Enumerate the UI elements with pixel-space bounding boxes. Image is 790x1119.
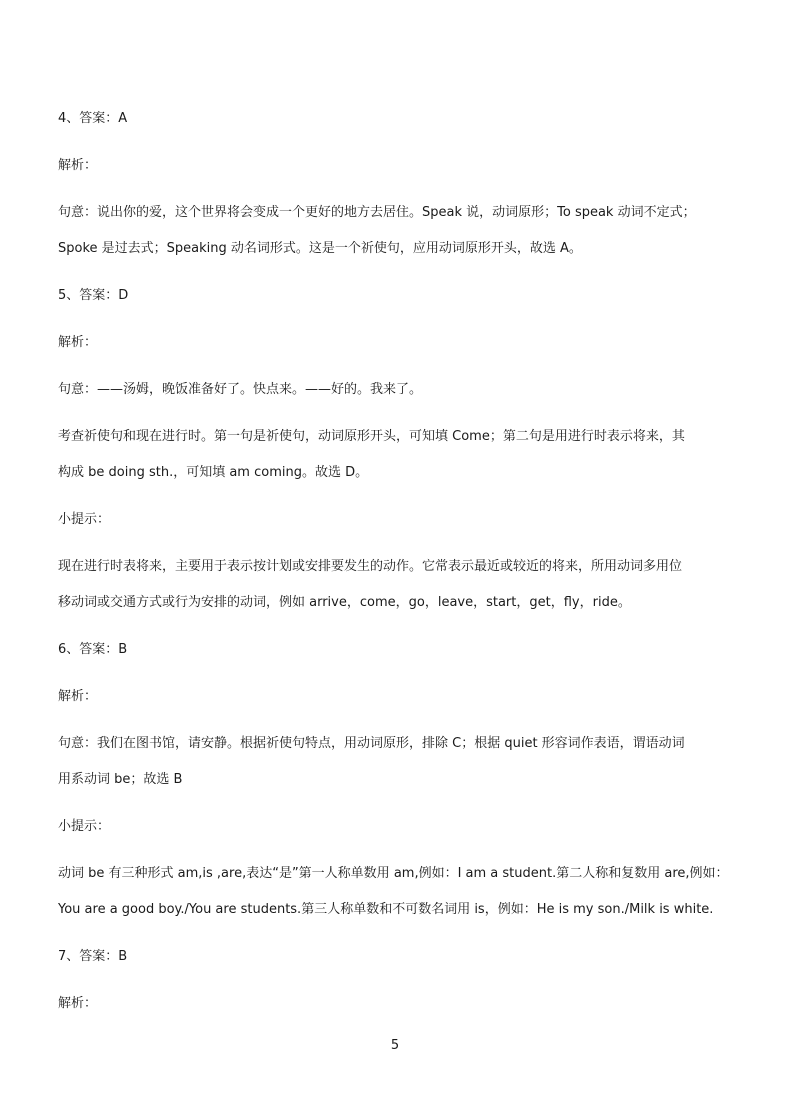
answer-7-heading: 7、答案：B [58, 949, 128, 964]
paragraph-line: 句意：说出你的爱，这个世界将会变成一个更好的地方去居住。Speak 说，动词原形；To speak 动词不定式； [58, 205, 696, 220]
paragraph-line: 现在进行时表将来，主要用于表示按计划或安排要发生的动作。它常表示最近或较近的将来，所用动词多用位 [58, 559, 683, 574]
paragraph-line: You are a good boy./You are students.第三人称单数和不可数名词用 is，例如：He is my son./Milk is white. [58, 902, 714, 917]
analysis-label: 解析： [58, 335, 98, 350]
paragraph-line: 动词 be 有三种形式 am,is ,are,表达“是”第一人称单数用 am,例如：I am a student.第二人称和复数用 are,例如： [58, 866, 729, 881]
paragraph-line: Spoke 是过去式；Speaking 动名词形式。这是一个祈使句，应用动词原形开头，故选 A。 [58, 241, 582, 256]
paragraph-line: 考查祈使句和现在进行时。第一句是祈使句，动词原形开头，可知填 Come；第二句是用进行时表示将来，其 [58, 429, 685, 444]
answer-4-heading: 4、答案：A [58, 111, 128, 126]
paragraph-line: 句意：——汤姆，晚饭准备好了。快点来。——好的。我来了。 [58, 382, 423, 397]
tip-label: 小提示： [58, 512, 111, 527]
analysis-label: 解析： [58, 996, 98, 1011]
tip-label: 小提示： [58, 819, 111, 834]
analysis-label: 解析： [58, 158, 98, 173]
analysis-label: 解析： [58, 689, 98, 704]
paragraph-line: 用系动词 be；故选 B [58, 772, 183, 787]
paragraph-line: 移动词或交通方式或行为安排的动词，例如 arrive，come，go，leave，start，get，fly，ride。 [58, 595, 631, 610]
answer-6-heading: 6、答案：B [58, 642, 128, 657]
answer-5-heading: 5、答案：D [58, 288, 129, 303]
paragraph-line: 句意：我们在图书馆，请安静。根据祈使句特点，用动词原形，排除 C；根据 quiet 形容词作表语，谓语动词 [58, 736, 685, 751]
page-number: 5 [390, 1038, 400, 1053]
paragraph-line: 构成 be doing sth.，可知填 am coming。故选 D。 [58, 465, 369, 480]
